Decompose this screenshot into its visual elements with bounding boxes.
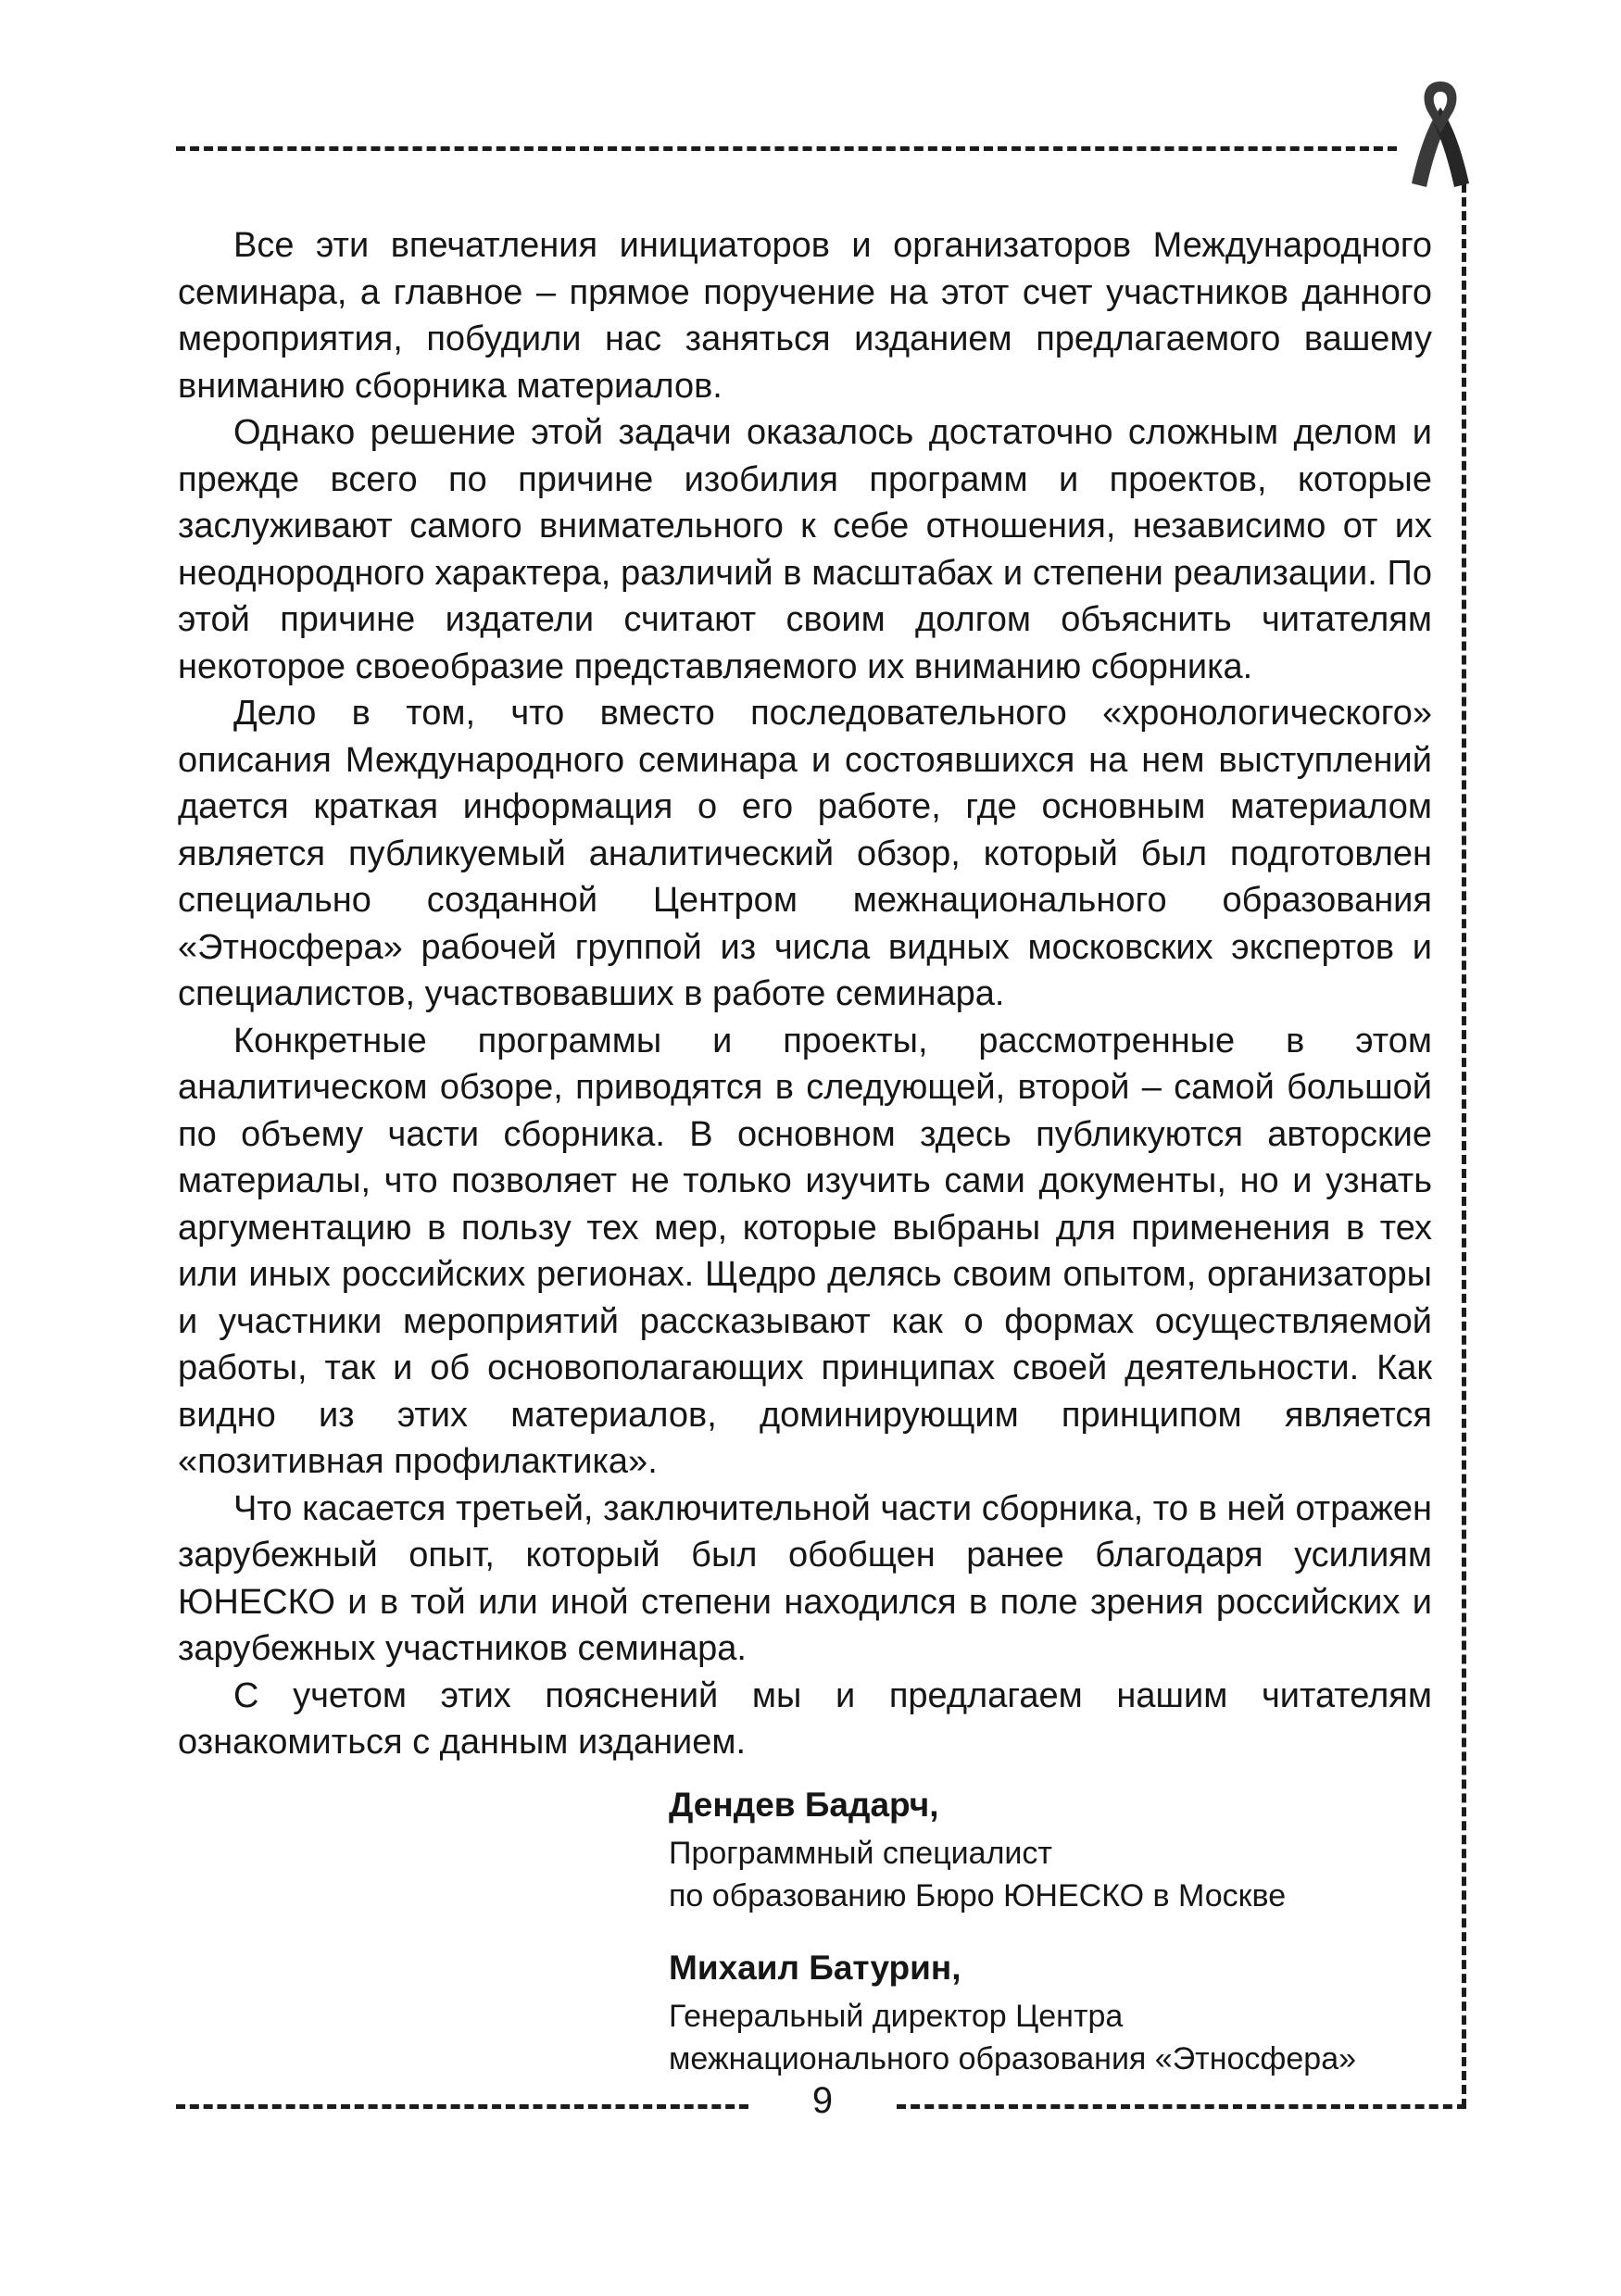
paragraph-2: Однако решение этой задачи оказалось достаточно сложным делом и прежде всего по причине изобилия программ и проектов, которые заслуживают самого внимательного к себе отношения, независимо от их неоднородного характера, различий в масштабах и степени реализации. По этой причине издатели считают своим долгом объяснить читателям некоторое своеобразие представляемого их вниманию сборника. bbox=[178, 413, 1432, 686]
frame-bottom-right-border bbox=[897, 2104, 1466, 2109]
signature-baturin bbox=[669, 1945, 1438, 2080]
signature-name: Дендев Бадарч, bbox=[669, 1786, 939, 1824]
signature-role-line: межнационального образования «Этносфера» bbox=[669, 2041, 1357, 2076]
page-number: 9 bbox=[811, 2080, 834, 2121]
signature-role-line: Генеральный директор Центра bbox=[669, 1999, 1124, 2034]
paragraph-4: Конкретные программы и проекты, рассмотренные в этом аналитическом обзоре, приводятся в следующей, второй – самой большой по объему части сборника. В основном здесь публикуются авторские материалы, что позволяет не только изучить сами документы, но и узнать аргументацию в пользу тех мер, которые выбраны для применения в тех или иных российских регионах. Щедро делясь своим опытом, организаторы и участники мероприятий рассказывают как о формах осуществляемой работы, так и об основополагающих принципах своей деятельности. Как видно из этих материалов, доминирующим принципом является «позитивная профилактика». bbox=[178, 1021, 1432, 1481]
signature-badarch bbox=[669, 1782, 1438, 1917]
awareness-ribbon-icon bbox=[1403, 80, 1477, 189]
frame-bottom-left-border bbox=[176, 2104, 748, 2109]
paragraph-3: Дело в том, что вместо последовательного «хронологического» описания Международного семинара и состоявшихся на нем выступлений дается краткая информация о его работе, где основным материалом является публикуемый аналитический обзор, который был подготовлен специально созданной Центром межнационального образования «Этносфера» рабочей группой из числа видных московских экспертов и специалистов, участвовавших в работе семинара. bbox=[178, 694, 1432, 1013]
signature-role-line: по образованию Бюро ЮНЕСКО в Москве bbox=[669, 1878, 1287, 1913]
article-body bbox=[178, 222, 1432, 1766]
paragraph-6: С учетом этих пояснений мы и предлагаем нашим читателям ознакомиться с данным изданием. bbox=[178, 1675, 1432, 1762]
signature-name: Михаил Батурин, bbox=[669, 1949, 961, 1987]
paragraph-5: Что касается третьей, заключительной части сборника, то в ней отражен зарубежный опыт, который был обобщен ранее благодаря усилиям ЮНЕСКО и в той или иной степени находился в поле зрения российских и зарубежных участников семинара. bbox=[178, 1488, 1432, 1668]
frame-top-border bbox=[176, 146, 1397, 151]
paragraph-1: Все эти впечатления инициаторов и организаторов Международного семинара, а главное – прямое поручение на этот счет участников данного мероприятия, побудили нас заняться изданием предлагаемого вашему вниманию сборника материалов. bbox=[178, 226, 1432, 406]
frame-right-border bbox=[1462, 183, 1466, 2108]
signature-role-line: Программный специалист bbox=[669, 1836, 1052, 1871]
